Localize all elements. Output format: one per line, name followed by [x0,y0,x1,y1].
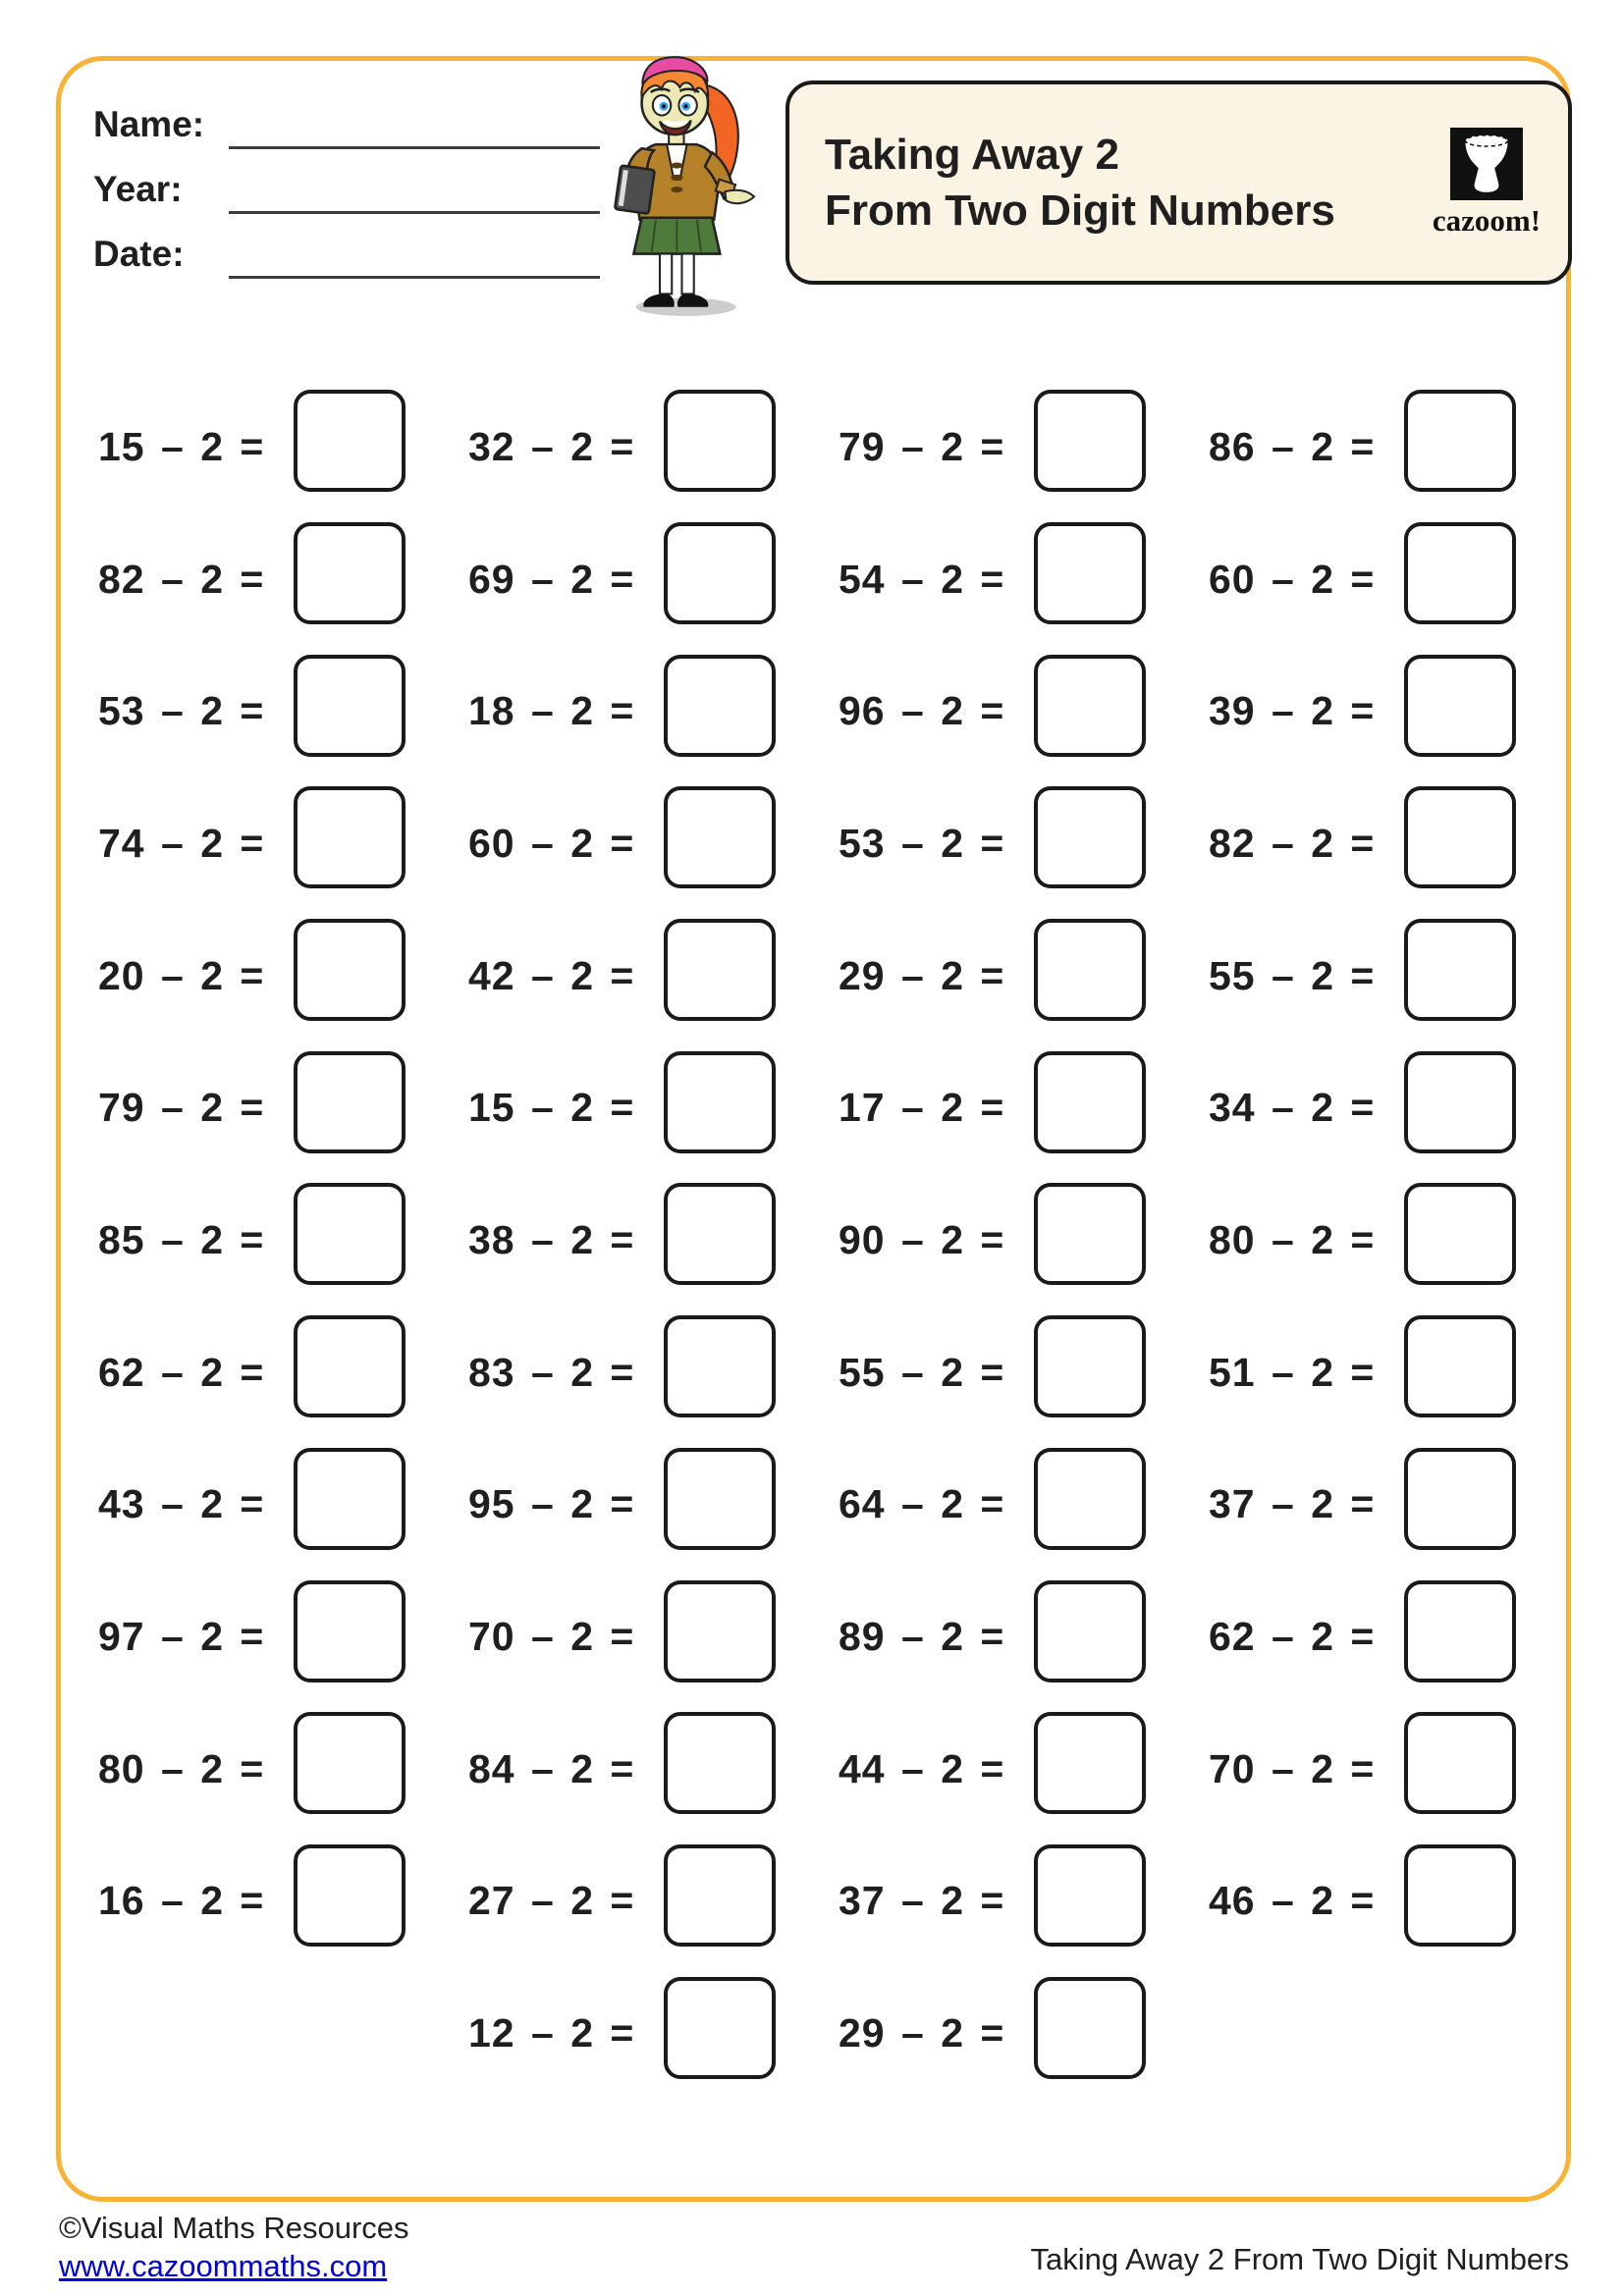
student-character-illustration [589,47,778,320]
problem-expression: 60 – 2 = [1209,556,1376,602]
problem-cell [84,381,455,513]
problem-expression: 34 – 2 = [1209,1085,1376,1131]
problem-expression: 70 – 2 = [468,1614,635,1660]
problem-cell [455,381,825,513]
problem-cell [825,777,1195,910]
problem-cell [825,1307,1195,1439]
problem-expression: 18 – 2 = [468,688,635,734]
problem-expression: 69 – 2 = [468,556,635,602]
worksheet-title-line1: Taking Away 2 [825,130,1119,179]
problem-expression: 62 – 2 = [1209,1614,1376,1660]
problem-cell [455,777,825,910]
answer-box[interactable] [294,1712,406,1814]
problem-expression: 20 – 2 = [98,952,265,998]
problem-cell [84,1041,455,1174]
date-label: Date: [93,234,185,274]
problem-cell [84,910,455,1042]
answer-box[interactable] [664,1051,776,1153]
problem-cell [825,1041,1195,1174]
answer-box[interactable] [1034,786,1146,888]
problem-expression: 97 – 2 = [98,1614,265,1660]
problem-cell [825,1703,1195,1836]
answer-box[interactable] [1034,1712,1146,1814]
answer-box[interactable] [294,919,406,1021]
problem-expression: 15 – 2 = [468,1085,635,1131]
problem-expression: 44 – 2 = [839,1745,1005,1791]
answer-box[interactable] [664,1712,776,1814]
problem-cell [1195,1174,1565,1307]
worksheet-title-line2: From Two Digit Numbers [825,187,1335,235]
problem-cell [84,513,455,646]
problem-expression: 89 – 2 = [839,1614,1005,1660]
student-info-fields [93,84,600,279]
answer-box[interactable] [1404,1712,1516,1814]
answer-box[interactable] [1404,655,1516,757]
answer-box[interactable] [294,655,406,757]
name-label: Name: [93,104,205,144]
answer-box[interactable] [294,1315,406,1417]
year-label: Year: [93,169,183,209]
problem-cell [825,1967,1195,2100]
answer-box[interactable] [664,1183,776,1285]
problem-cell [455,513,825,646]
answer-box[interactable] [1404,919,1516,1021]
problem-expression: 64 – 2 = [839,1481,1005,1527]
problem-cell [825,381,1195,513]
problem-cell [825,1836,1195,1968]
answer-box[interactable] [1034,919,1146,1021]
cazoom-logo-text: cazoom! [1432,202,1542,238]
problem-expression: 60 – 2 = [468,820,635,866]
answer-box[interactable] [1404,1580,1516,1682]
problem-expression: 80 – 2 = [1209,1216,1376,1262]
problem-cell [1195,645,1565,777]
answer-box[interactable] [664,1844,776,1947]
problem-cell [825,1174,1195,1307]
problem-cell [84,1439,455,1572]
problem-cell [825,1439,1195,1572]
answer-box[interactable] [1404,786,1516,888]
problem-cell [825,513,1195,646]
answer-box[interactable] [294,1844,406,1947]
problem-expression: 74 – 2 = [98,820,265,866]
problem-cell [84,1836,455,1968]
problem-cell [455,1967,825,2100]
answer-box[interactable] [1404,1844,1516,1947]
problem-expression: 90 – 2 = [839,1216,1005,1262]
name-input-line[interactable] [229,113,600,149]
problem-cell [1195,381,1565,513]
problem-cell [1195,777,1565,910]
problem-expression: 39 – 2 = [1209,688,1376,734]
problem-expression: 16 – 2 = [98,1878,265,1924]
answer-box[interactable] [294,390,406,492]
answer-box[interactable] [664,655,776,757]
problem-cell [84,1967,455,2100]
problem-expression: 46 – 2 = [1209,1878,1376,1924]
problem-expression: 80 – 2 = [98,1745,265,1791]
answer-box[interactable] [664,390,776,492]
problem-expression: 17 – 2 = [839,1085,1005,1131]
problem-cell [455,1307,825,1439]
answer-box[interactable] [1404,1183,1516,1285]
problem-expression: 70 – 2 = [1209,1745,1376,1791]
worksheet-title [825,127,1429,239]
problem-expression: 84 – 2 = [468,1745,635,1791]
answer-box[interactable] [1034,1448,1146,1550]
answer-box[interactable] [664,1977,776,2079]
problem-expression: 54 – 2 = [839,556,1005,602]
problem-expression: 79 – 2 = [839,423,1005,469]
problem-cell [455,1703,825,1836]
problem-expression: 27 – 2 = [468,1878,635,1924]
answer-box[interactable] [294,1580,406,1682]
problem-expression: 95 – 2 = [468,1481,635,1527]
answer-box[interactable] [1404,1315,1516,1417]
problem-cell [455,1041,825,1174]
answer-box[interactable] [664,1580,776,1682]
problem-cell [825,645,1195,777]
problem-expression: 37 – 2 = [1209,1481,1376,1527]
problem-expression: 62 – 2 = [98,1349,265,1395]
answer-box[interactable] [294,786,406,888]
answer-box[interactable] [664,1448,776,1550]
problem-expression: 29 – 2 = [839,952,1005,998]
djembe-drum-icon [1450,128,1523,200]
answer-box[interactable] [1404,390,1516,492]
answer-box[interactable] [1404,1051,1516,1153]
answer-box[interactable] [1034,522,1146,624]
answer-box[interactable] [294,1183,406,1285]
problems-grid [84,381,1565,2100]
year-field-row [93,149,600,214]
problem-expression: 55 – 2 = [839,1349,1005,1395]
answer-box[interactable] [1034,1051,1146,1153]
problem-expression: 29 – 2 = [839,2010,1005,2056]
answer-box[interactable] [1404,522,1516,624]
problem-cell [455,1836,825,1968]
name-field-row [93,84,600,149]
problem-expression: 82 – 2 = [1209,820,1376,866]
cazoom-logo [1429,128,1544,239]
problem-expression: 37 – 2 = [839,1878,1005,1924]
problem-expression: 82 – 2 = [98,556,265,602]
year-input-line[interactable] [229,178,600,214]
problem-expression: 83 – 2 = [468,1349,635,1395]
problem-cell [84,645,455,777]
answer-box[interactable] [1034,1183,1146,1285]
problem-cell [1195,1041,1565,1174]
problem-cell [455,1439,825,1572]
problem-cell [1195,1571,1565,1703]
answer-box[interactable] [664,786,776,888]
footer-copyright: ©Visual Maths Resources [59,2211,409,2245]
problem-expression: 53 – 2 = [98,688,265,734]
answer-box[interactable] [1034,1977,1146,2079]
problem-expression: 15 – 2 = [98,423,265,469]
date-field-row [93,214,600,279]
problem-expression: 53 – 2 = [839,820,1005,866]
problem-cell [1195,1307,1565,1439]
answer-box[interactable] [664,1315,776,1417]
date-input-line[interactable] [229,242,600,279]
problem-cell [455,1571,825,1703]
problem-expression: 32 – 2 = [468,423,635,469]
answer-box[interactable] [1034,655,1146,757]
problem-cell [84,777,455,910]
problem-expression: 85 – 2 = [98,1216,265,1262]
problem-cell [455,1174,825,1307]
problem-expression: 86 – 2 = [1209,423,1376,469]
answer-box[interactable] [1034,1844,1146,1947]
answer-box[interactable] [1404,1448,1516,1550]
problem-cell [84,1703,455,1836]
problem-expression: 51 – 2 = [1209,1349,1376,1395]
footer-website-link[interactable]: www.cazoommaths.com [59,2249,388,2283]
problem-expression: 43 – 2 = [98,1481,265,1527]
answer-box[interactable] [1034,1315,1146,1417]
problem-cell [825,1571,1195,1703]
problem-cell [1195,513,1565,646]
answer-box[interactable] [1034,390,1146,492]
problem-cell [1195,1439,1565,1572]
problem-expression: 96 – 2 = [839,688,1005,734]
problem-expression: 42 – 2 = [468,952,635,998]
answer-box[interactable] [664,919,776,1021]
problem-cell [84,1307,455,1439]
problem-expression: 55 – 2 = [1209,952,1376,998]
answer-box[interactable] [664,522,776,624]
problem-cell [1195,1967,1565,2100]
answer-box[interactable] [294,522,406,624]
problem-cell [825,910,1195,1042]
problem-cell [84,1571,455,1703]
problem-cell [1195,1703,1565,1836]
answer-box[interactable] [294,1051,406,1153]
title-box [785,80,1572,285]
problem-cell [1195,910,1565,1042]
problem-cell [455,910,825,1042]
problem-cell [455,645,825,777]
footer-worksheet-title: Taking Away 2 From Two Digit Numbers [1030,2242,1569,2276]
answer-box[interactable] [1034,1580,1146,1682]
problem-expression: 79 – 2 = [98,1085,265,1131]
problem-expression: 12 – 2 = [468,2010,635,2056]
problem-cell [1195,1836,1565,1968]
problem-expression: 38 – 2 = [468,1216,635,1262]
answer-box[interactable] [294,1448,406,1550]
problem-cell [84,1174,455,1307]
